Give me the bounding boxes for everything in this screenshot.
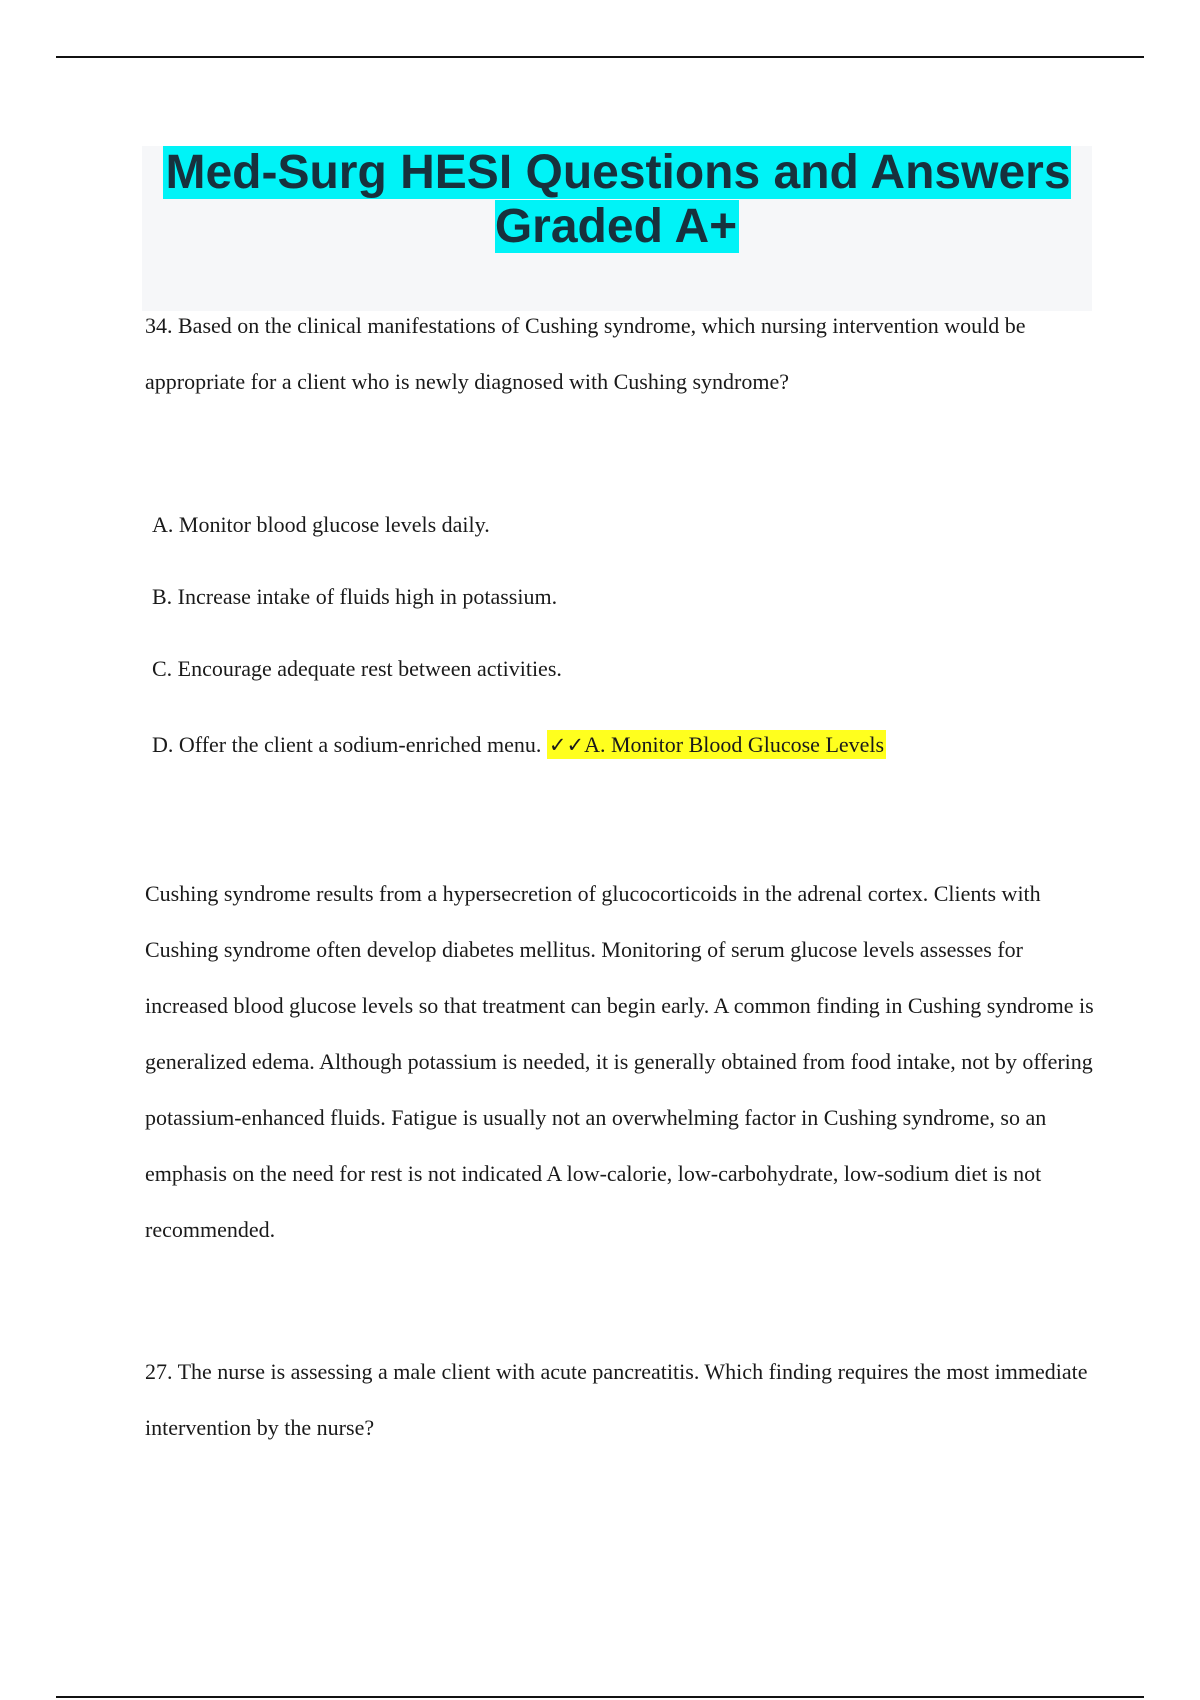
option-c: C. Encourage adequate rest between activities.	[152, 656, 562, 681]
option-d-line	[152, 730, 886, 760]
question-27-text: 27. The nurse is assessing a male client with acute pancreatitis. Which finding requires the most immediate intervention by the nurse?	[145, 1359, 1088, 1440]
checkmark-icon: ✓✓	[548, 733, 585, 757]
title-highlight: Med-Surg HESI Questions and Answers Graded A+	[165, 146, 1071, 253]
top-rule	[56, 56, 1144, 58]
answer-highlight	[547, 730, 886, 759]
explanation-text: Cushing syndrome results from a hypersecretion of glucocorticoids in the adrenal cortex. Clients with Cushing syndrome often develop diabetes mellitus. Monitoring of serum glucose levels assesses for increased blood glucose levels so that treatment can begin early. A common finding in Cushing syndrome is generalized edema. Although potassium is needed, it is generally obtained from food intake, not by offering potassium-enhanced fluids. Fatigue is usually not an overwhelming factor in Cushing syndrome, so an emphasis on the need for rest is not indicated A low-calorie, low-carbohydrate, low-sodium diet is not recommended.	[145, 881, 1094, 1242]
option-a: A. Monitor blood glucose levels daily.	[152, 512, 490, 537]
page-title	[142, 146, 1092, 254]
option-d: D. Offer the client a sodium-enriched menu.	[152, 732, 542, 757]
bottom-rule	[56, 1696, 1144, 1698]
answer-text: A. Monitor Blood Glucose Levels	[584, 732, 885, 757]
question-34-text: 34. Based on the clinical manifestations of Cushing syndrome, which nursing intervention would be appropriate for a client who is newly diagnosed with Cushing syndrome?	[145, 313, 1026, 394]
option-b: B. Increase intake of fluids high in potassium.	[152, 584, 558, 609]
